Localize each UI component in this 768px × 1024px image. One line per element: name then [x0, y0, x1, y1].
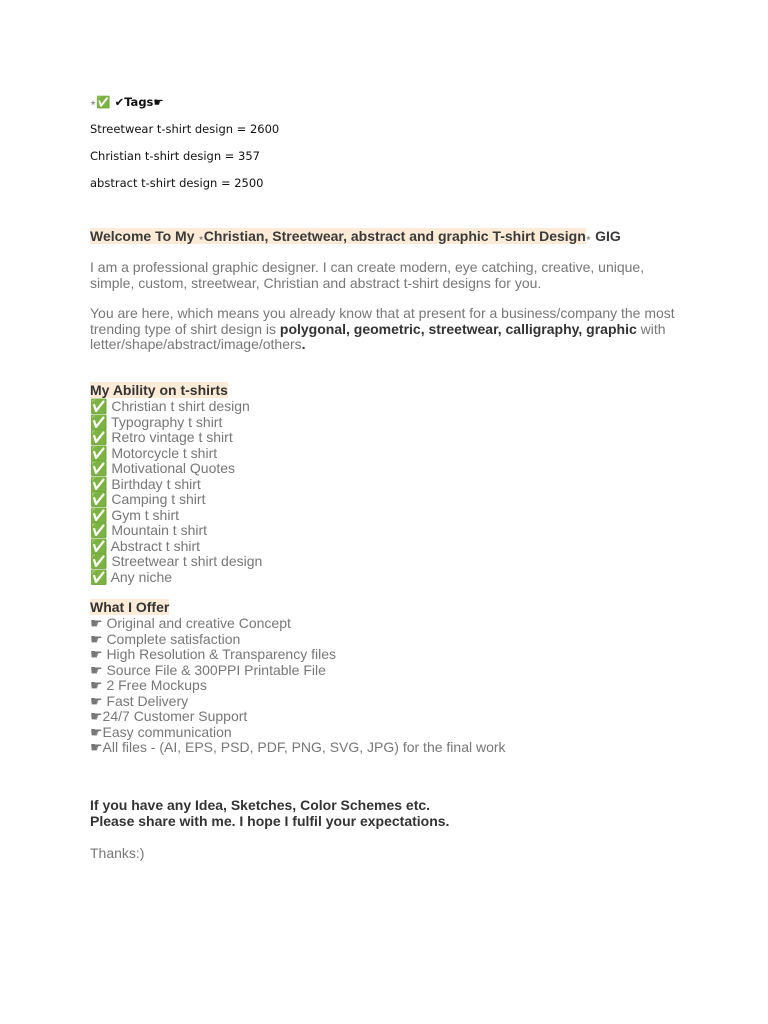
check-icon: ✅ — [90, 553, 108, 569]
check-icon: ✅ — [90, 522, 108, 538]
offer-list — [90, 616, 506, 756]
star-icon: ⭑ — [90, 95, 97, 109]
offer-item: ☛ 2 Free Mockups — [90, 677, 207, 693]
trend-end: . — [301, 336, 306, 352]
offer-item: ☛24/7 Customer Support — [90, 708, 248, 724]
ability-item-label: Streetwear t shirt design — [111, 553, 263, 569]
check-icon: ✅ — [90, 537, 108, 554]
offer-item: ☛ High Resolution & Transparency files — [90, 646, 336, 662]
check-icon: ✅ — [90, 429, 108, 445]
check-icon: ✅ — [96, 95, 111, 109]
ability-title-text: My Ability on t-shirts — [90, 382, 228, 398]
offer-item: ☛ Complete satisfaction — [90, 630, 241, 647]
tags-block — [90, 92, 279, 200]
trend-paragraph — [90, 306, 690, 353]
offer-item: ☛ Fast Delivery — [90, 692, 189, 709]
check-icon: ✅ — [90, 444, 108, 461]
star-icon: ⭑ — [585, 233, 592, 244]
check-icon: ✅ — [90, 475, 108, 492]
ability-item-label: Abstract t shirt — [110, 537, 201, 554]
check-icon: ✅ — [90, 398, 108, 414]
closing-line: Please share with me. I hope I fulfil your expectations. — [90, 812, 450, 829]
check-icon: ✅ — [90, 491, 108, 507]
thanks-text: Thanks:) — [90, 845, 145, 861]
ability-item — [90, 523, 262, 539]
welcome-highlight — [90, 228, 586, 244]
offer-item: ☛Easy communication — [90, 723, 232, 740]
ability-item — [90, 446, 262, 462]
check-icon: ✅ — [90, 460, 108, 476]
ability-item — [90, 539, 262, 555]
ability-title — [90, 383, 228, 399]
ability-item — [90, 415, 262, 431]
ability-item — [90, 570, 262, 586]
ability-item — [90, 492, 262, 508]
trend-bold: polygonal, geometric, streetwear, calligraphy, graphic — [279, 320, 637, 337]
ability-item-label: Birthday t shirt — [111, 475, 201, 492]
trend-text: You are here, which means you already know that at present for a business/company the most trending type of shirt design is — [90, 305, 675, 337]
offer-title-text: What I Offer — [90, 599, 170, 615]
tag-line: Christian t-shirt design = 357 — [90, 149, 261, 163]
tag-line: Streetwear t-shirt design = 2600 — [90, 122, 280, 136]
offer-item: ☛ Source File & 300PPI Printable File — [90, 661, 326, 678]
tags-title: ✔Tags☛ — [114, 95, 164, 109]
ability-list — [90, 399, 262, 585]
ability-item-label: Typography t shirt — [111, 413, 223, 430]
ability-item-label: Christian t shirt design — [111, 398, 250, 414]
offer-item: ☛All files - (AI, EPS, PSD, PDF, PNG, SVG, JPG) for the final work — [90, 739, 506, 755]
star-icon: ⭑ — [198, 233, 204, 244]
welcome-lead: Welcome To My — [90, 228, 199, 244]
ability-item — [90, 461, 262, 477]
offer-item: ☛ Original and creative Concept — [90, 615, 291, 631]
ability-item-label: Any niche — [110, 568, 173, 585]
closing-text — [90, 798, 449, 829]
intro-paragraph: I am a professional graphic designer. I can create modern, eye catching, creative, unique, simple, custom, streetwear, Christian and abstract t-shirt designs for you. — [90, 259, 645, 291]
ability-item-label: Gym t shirt — [111, 506, 179, 523]
trend-after: with letter/shape/abstract/image/others — [90, 320, 666, 352]
ability-item — [90, 508, 262, 524]
closing-line: If you have any Idea, Sketches, Color Schemes etc. — [90, 797, 431, 813]
tags-title-line — [90, 92, 279, 119]
offer-title — [90, 600, 169, 616]
ability-item — [90, 554, 262, 570]
ability-item-label: Camping t shirt — [111, 491, 206, 507]
welcome-topic: Christian, Streetwear, abstract and graphic T-shirt Design — [203, 228, 586, 244]
check-icon: ✅ — [90, 506, 108, 523]
tag-line: abstract t-shirt design = 2500 — [90, 176, 264, 190]
ability-item-label: Motorcycle t shirt — [111, 444, 218, 461]
check-icon: ✅ — [90, 413, 108, 430]
check-icon: ✅ — [90, 568, 108, 585]
ability-item — [90, 477, 262, 493]
ability-item-label: Retro vintage t shirt — [111, 429, 233, 445]
welcome-tail: GIG — [591, 228, 621, 244]
ability-item-label: Motivational Quotes — [111, 460, 236, 476]
ability-item — [90, 399, 262, 415]
ability-item-label: Mountain t shirt — [111, 522, 208, 538]
welcome-heading — [90, 226, 621, 249]
ability-item — [90, 430, 262, 446]
